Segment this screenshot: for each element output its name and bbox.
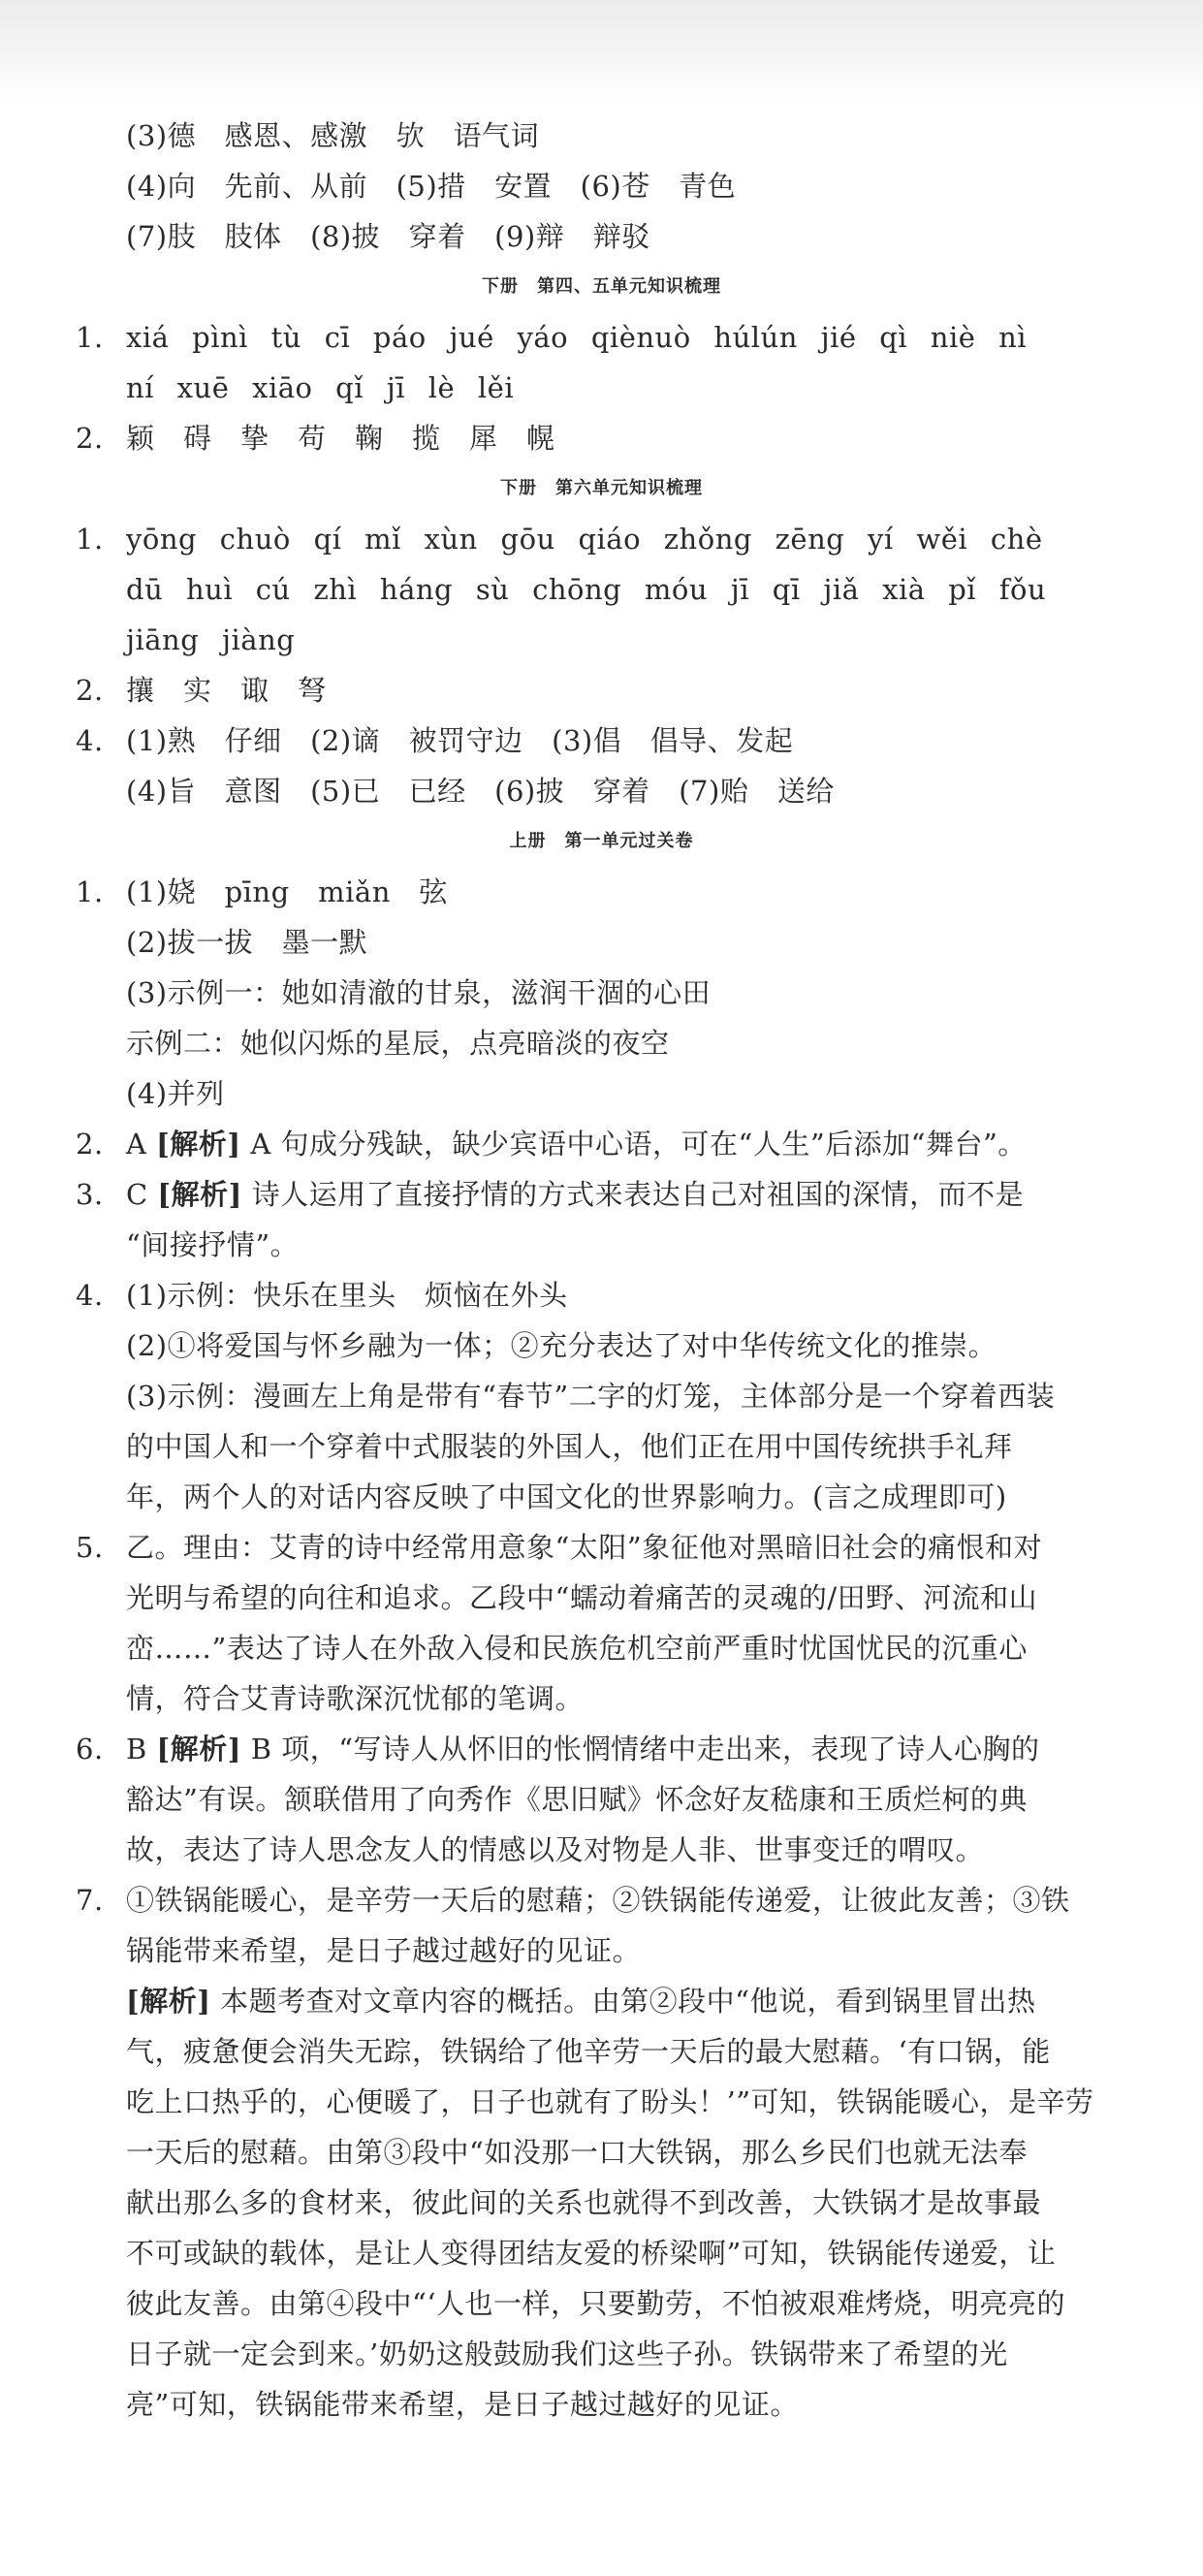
s3-q3-answer: C — [126, 1178, 148, 1211]
s3-q6-line-2: 豁达”有误。颔联借用了向秀作《思旧赋》怀念好友嵇康和王质烂柯的典 — [126, 1783, 1028, 1816]
s3-q7-line-7: 献出那么多的食材来，彼此间的关系也就得不到改善，大铁锅才是故事最 — [126, 2186, 1042, 2219]
s3-q1-line-1: (1)娆 pīng miǎn 弦 — [126, 875, 448, 908]
s3-q6-line-3: 故，表达了诗人思念友人的情感以及对物是人非、世事变迁的喟叹。 — [126, 1833, 985, 1866]
s3-q7-line-1: ①铁锅能暖心，是辛劳一天后的慰藉；②铁锅能传递爱，让彼此友善；③铁 — [126, 1884, 1070, 1917]
s1-q2-line-1: 颖 碍 挚 苟 鞠 揽 犀 幌 — [126, 422, 555, 455]
s3-q5-line-2: 光明与希望的向往和追求。乙段中“蠕动着痛苦的灵魂的/田野、河流和山 — [126, 1581, 1038, 1614]
s3-q4-line-1: (1)示例：快乐在里头 烦恼在外头 — [126, 1279, 568, 1312]
s3-q1-line-3: (3)示例一：她如清澈的甘泉，滋润干涸的心田 — [126, 976, 712, 1009]
s3-q3-analysis-text: 诗人运用了直接抒情的方式来表达自己对祖国的深情，而不是 — [251, 1178, 1025, 1211]
s3-q7-line-11: 亮”可知，铁锅能带来希望，是日子越过越好的见证。 — [126, 2388, 799, 2421]
s3-q2-number: 2. — [76, 1128, 104, 1161]
s3-q7-line-4: 气，疲惫便会消失无踪，铁锅给了他辛劳一天后的最大慰藉。‘有口锅，能 — [126, 2035, 1051, 2068]
s3-q5-line-3: 峦……”表达了诗人在外敌入侵和民族危机空前严重时忧国忧民的沉重心 — [126, 1632, 1028, 1665]
s3-q3-line-1 — [126, 1177, 1024, 1212]
s3-q7-line-9: 彼此友善。由第④段中“‘人也一样，只要勤劳，不怕被艰难烤烧，明亮亮的 — [126, 2287, 1066, 2320]
s3-q2-analysis-text: A 句成分残缺，缺少宾语中心语，可在“人生”后添加“舞台”。 — [250, 1128, 1027, 1161]
s1-q2-number: 2. — [76, 422, 104, 455]
s3-q5-line-4: 情，符合艾青诗歌深沉忧郁的笔调。 — [126, 1682, 585, 1715]
s3-q4-line-3: (3)示例：漫画左上角是带有“春节”二字的灯笼，主体部分是一个穿着西装 — [126, 1380, 1056, 1413]
s3-q2-answer: A — [126, 1128, 147, 1161]
scan-header-shadow — [0, 0, 1203, 107]
s3-q6-line-1 — [126, 1732, 1040, 1766]
top-line-1: (3)德 感恩、感激 欤 语气词 — [126, 119, 540, 152]
s1-q1-line-2: ní xuē xiāo qǐ jī lè lěi — [126, 371, 515, 404]
s1-q1-number: 1. — [76, 321, 104, 354]
s1-q1-line-1: xiá pìnì tù cī páo jué yáo qiènuò húlún jié qì niè nì — [126, 321, 1028, 354]
s3-q2-analysis-tag: [解析] — [156, 1128, 241, 1161]
section-title-6: 下册 第六单元知识梳理 — [500, 478, 703, 498]
s3-q7-line-8: 不可或缺的载体，是让人变得团结友爱的桥梁啊”可知，铁锅能传递爱，让 — [126, 2237, 1057, 2270]
s3-q1-number: 1. — [76, 875, 104, 908]
s2-q2-line-1: 攘 实 诹 弩 — [126, 674, 327, 707]
s3-q3-line-2: “间接抒情”。 — [126, 1228, 300, 1261]
section-title-test: 上册 第一单元过关卷 — [509, 831, 694, 851]
s2-q1-line-1: yōng chuò qí mǐ xùn gōu qiáo zhǒng zēng yí wěi chè — [126, 523, 1043, 556]
s3-q7-analysis-tag: [解析] — [126, 1985, 211, 2018]
s3-q7-analysis-text: 本题考查对文章内容的概括。由第②段中“他说，看到锅里冒出热 — [220, 1985, 1036, 2018]
s2-q1-line-2: dū huì cú zhì háng sù chōng móu jī qī jiǎ xià pǐ fǒu — [126, 573, 1047, 606]
s3-q5-line-1: 乙。理由：艾青的诗中经常用意象“太阳”象征他对黑暗旧社会的痛恨和对 — [126, 1531, 1043, 1564]
s3-q7-line-2: 锅能带来希望，是日子越过越好的见证。 — [126, 1934, 642, 1967]
s3-q4-number: 4. — [76, 1279, 104, 1312]
s2-q1-line-3: jiāng jiàng — [126, 623, 296, 656]
s3-q4-line-4: 的中国人和一个穿着中式服装的外国人，他们正在用中国传统拱手礼拜 — [126, 1430, 1013, 1463]
s3-q5-number: 5. — [76, 1531, 104, 1564]
s3-q7-line-6: 一天后的慰藉。由第③段中“如没那一口大铁锅，那么乡民们也就无法奉 — [126, 2136, 1028, 2169]
s3-q7-line-10: 日子就一定会到来。’奶奶这般鼓励我们这些子孙。铁锅带来了希望的光 — [126, 2337, 1008, 2370]
s3-q6-analysis-text: B 项，“写诗人从怀旧的怅惘情绪中走出来，表现了诗人心胸的 — [250, 1733, 1040, 1765]
top-line-3: (7)肢 肢体 (8)披 穿着 (9)辩 辩驳 — [126, 220, 650, 253]
s3-q3-number: 3. — [76, 1178, 104, 1211]
s3-q6-answer: B — [126, 1733, 147, 1765]
s2-q4-line-2: (4)旨 意图 (5)已 已经 (6)披 穿着 (7)贻 送给 — [126, 775, 835, 808]
s3-q1-line-2: (2)拔一拔 墨一默 — [126, 926, 368, 959]
s3-q4-line-5: 年，两个人的对话内容反映了中国文化的世界影响力。(言之成理即可) — [126, 1480, 1007, 1513]
s2-q1-number: 1. — [76, 523, 104, 556]
s3-q1-line-5: (4)并列 — [126, 1077, 225, 1110]
s3-q6-analysis-tag: [解析] — [156, 1733, 241, 1765]
s2-q2-number: 2. — [76, 674, 104, 707]
top-line-2: (4)向 先前、从前 (5)措 安置 (6)苍 青色 — [126, 170, 737, 203]
s2-q4-line-1: (1)熟 仔细 (2)谪 被罚守边 (3)倡 倡导、发起 — [126, 724, 794, 757]
s3-q6-number: 6. — [76, 1733, 104, 1765]
s3-q7-line-3 — [126, 1984, 1036, 2019]
s2-q4-number: 4. — [76, 724, 104, 757]
s3-q3-analysis-tag: [解析] — [157, 1178, 242, 1211]
s3-q4-line-2: (2)①将爱国与怀乡融为一体；②充分表达了对中华传统文化的推崇。 — [126, 1329, 997, 1362]
s3-q7-line-5: 吃上口热乎的，心便暖了，日子也就有了盼头！’”可知，铁锅能暖心，是辛劳 — [126, 2085, 1094, 2118]
s3-q1-line-4: 示例二：她似闪烁的星辰，点亮暗淡的夜空 — [126, 1027, 670, 1060]
section-title-4-5: 下册 第四、五单元知识梳理 — [482, 276, 721, 297]
s3-q7-number: 7. — [76, 1884, 104, 1917]
s3-q2-line-1 — [126, 1127, 1027, 1161]
